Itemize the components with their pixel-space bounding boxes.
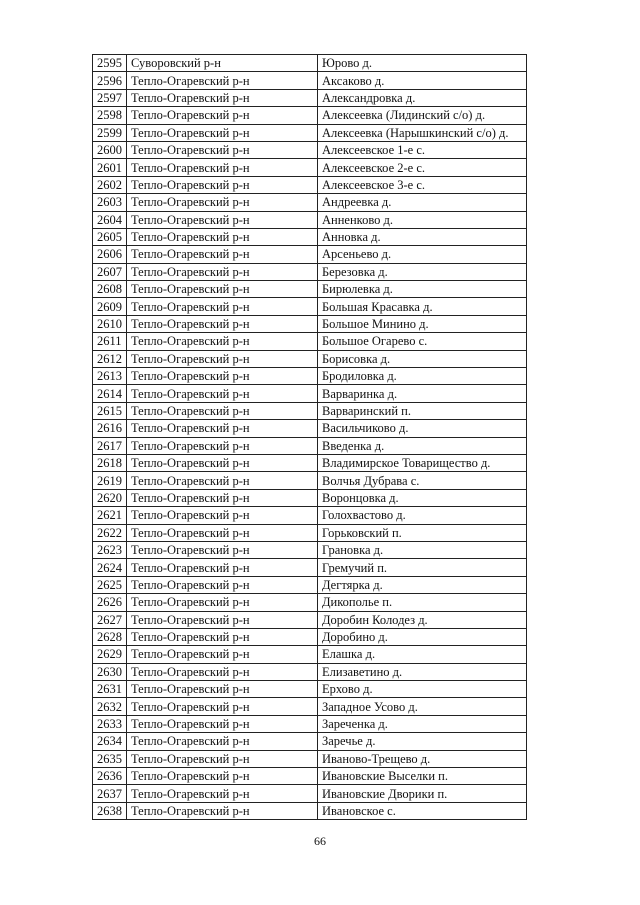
district-cell: Тепло-Огаревский р-н — [127, 437, 318, 454]
settlement-cell: Борисовка д. — [318, 350, 527, 367]
settlement-cell: Грановка д. — [318, 541, 527, 558]
row-number-cell: 2601 — [93, 159, 127, 176]
settlement-cell: Горьковский п. — [318, 524, 527, 541]
district-cell: Тепло-Огаревский р-н — [127, 576, 318, 593]
table-row — [93, 524, 527, 541]
district-cell: Тепло-Огаревский р-н — [127, 333, 318, 350]
row-number-cell: 2598 — [93, 107, 127, 124]
district-cell: Тепло-Огаревский р-н — [127, 107, 318, 124]
table-row — [93, 124, 527, 141]
district-cell: Тепло-Огаревский р-н — [127, 768, 318, 785]
row-number-cell: 2625 — [93, 576, 127, 593]
settlement-cell: Большая Красавка д. — [318, 298, 527, 315]
row-number-cell: 2611 — [93, 333, 127, 350]
settlement-cell: Воронцовка д. — [318, 489, 527, 506]
district-cell: Тепло-Огаревский р-н — [127, 785, 318, 802]
row-number-cell: 2633 — [93, 715, 127, 732]
table-row — [93, 472, 527, 489]
settlement-cell: Ивановское с. — [318, 802, 527, 819]
row-number-cell: 2596 — [93, 72, 127, 89]
row-number-cell: 2621 — [93, 507, 127, 524]
row-number-cell: 2630 — [93, 663, 127, 680]
district-cell: Тепло-Огаревский р-н — [127, 594, 318, 611]
row-number-cell: 2613 — [93, 368, 127, 385]
settlement-cell: Бродиловка д. — [318, 368, 527, 385]
settlement-cell: Алексеевское 3-е с. — [318, 176, 527, 193]
row-number-cell: 2612 — [93, 350, 127, 367]
table-row — [93, 402, 527, 419]
table-row — [93, 454, 527, 471]
table-row — [93, 298, 527, 315]
settlement-cell: Алексеевка (Лидинский с/о) д. — [318, 107, 527, 124]
district-cell: Тепло-Огаревский р-н — [127, 176, 318, 193]
district-cell: Суворовский р-н — [127, 55, 318, 72]
district-cell: Тепло-Огаревский р-н — [127, 211, 318, 228]
settlement-cell: Заречье д. — [318, 733, 527, 750]
settlement-cell: Гремучий п. — [318, 559, 527, 576]
table-row — [93, 350, 527, 367]
district-cell: Тепло-Огаревский р-н — [127, 524, 318, 541]
settlement-cell: Зареченка д. — [318, 715, 527, 732]
row-number-cell: 2595 — [93, 55, 127, 72]
district-cell: Тепло-Огаревский р-н — [127, 385, 318, 402]
row-number-cell: 2636 — [93, 768, 127, 785]
row-number-cell: 2604 — [93, 211, 127, 228]
district-cell: Тепло-Огаревский р-н — [127, 733, 318, 750]
row-number-cell: 2616 — [93, 420, 127, 437]
row-number-cell: 2597 — [93, 89, 127, 106]
table-row — [93, 541, 527, 558]
table-row — [93, 750, 527, 767]
row-number-cell: 2631 — [93, 681, 127, 698]
row-number-cell: 2622 — [93, 524, 127, 541]
table-row — [93, 228, 527, 245]
district-cell: Тепло-Огаревский р-н — [127, 350, 318, 367]
row-number-cell: 2618 — [93, 454, 127, 471]
table-row — [93, 507, 527, 524]
settlement-cell: Анненково д. — [318, 211, 527, 228]
row-number-cell: 2628 — [93, 628, 127, 645]
settlement-cell: Ивановские Дворики п. — [318, 785, 527, 802]
row-number-cell: 2619 — [93, 472, 127, 489]
district-cell: Тепло-Огаревский р-н — [127, 472, 318, 489]
row-number-cell: 2602 — [93, 176, 127, 193]
settlement-cell: Васильчиково д. — [318, 420, 527, 437]
settlement-cell: Ивановские Выселки п. — [318, 768, 527, 785]
table-body — [93, 55, 527, 820]
table-row — [93, 611, 527, 628]
district-cell: Тепло-Огаревский р-н — [127, 194, 318, 211]
settlement-cell: Доробин Колодез д. — [318, 611, 527, 628]
settlement-cell: Иваново-Трещево д. — [318, 750, 527, 767]
settlement-cell: Большое Огарево с. — [318, 333, 527, 350]
district-cell: Тепло-Огаревский р-н — [127, 715, 318, 732]
row-number-cell: 2607 — [93, 263, 127, 280]
table-row — [93, 72, 527, 89]
row-number-cell: 2609 — [93, 298, 127, 315]
district-cell: Тепло-Огаревский р-н — [127, 141, 318, 158]
table-row — [93, 281, 527, 298]
table-row — [93, 333, 527, 350]
row-number-cell: 2600 — [93, 141, 127, 158]
district-cell: Тепло-Огаревский р-н — [127, 298, 318, 315]
district-cell: Тепло-Огаревский р-н — [127, 611, 318, 628]
district-cell: Тепло-Огаревский р-н — [127, 681, 318, 698]
settlement-cell: Волчья Дубрава с. — [318, 472, 527, 489]
row-number-cell: 2620 — [93, 489, 127, 506]
settlement-cell: Юрово д. — [318, 55, 527, 72]
table-row — [93, 315, 527, 332]
row-number-cell: 2617 — [93, 437, 127, 454]
district-cell: Тепло-Огаревский р-н — [127, 802, 318, 819]
row-number-cell: 2632 — [93, 698, 127, 715]
table-row — [93, 55, 527, 72]
table-row — [93, 385, 527, 402]
settlement-cell: Большое Минино д. — [318, 315, 527, 332]
district-cell: Тепло-Огаревский р-н — [127, 124, 318, 141]
district-cell: Тепло-Огаревский р-н — [127, 420, 318, 437]
row-number-cell: 2624 — [93, 559, 127, 576]
settlement-cell: Елизаветино д. — [318, 663, 527, 680]
row-number-cell: 2614 — [93, 385, 127, 402]
district-cell: Тепло-Огаревский р-н — [127, 663, 318, 680]
table-row — [93, 176, 527, 193]
row-number-cell: 2610 — [93, 315, 127, 332]
settlement-cell: Арсеньево д. — [318, 246, 527, 263]
table-row — [93, 785, 527, 802]
table-row — [93, 681, 527, 698]
table-row — [93, 594, 527, 611]
settlement-cell: Варваринский п. — [318, 402, 527, 419]
row-number-cell: 2599 — [93, 124, 127, 141]
row-number-cell: 2627 — [93, 611, 127, 628]
district-cell: Тепло-Огаревский р-н — [127, 281, 318, 298]
district-cell: Тепло-Огаревский р-н — [127, 159, 318, 176]
table-row — [93, 768, 527, 785]
table-row — [93, 420, 527, 437]
row-number-cell: 2608 — [93, 281, 127, 298]
district-cell: Тепло-Огаревский р-н — [127, 454, 318, 471]
district-cell: Тепло-Огаревский р-н — [127, 541, 318, 558]
table-row — [93, 263, 527, 280]
district-cell: Тепло-Огаревский р-н — [127, 698, 318, 715]
row-number-cell: 2623 — [93, 541, 127, 558]
table-row — [93, 646, 527, 663]
settlement-cell: Голохвастово д. — [318, 507, 527, 524]
settlement-cell: Ерхово д. — [318, 681, 527, 698]
settlement-cell: Андреевка д. — [318, 194, 527, 211]
settlement-cell: Владимирское Товарищество д. — [318, 454, 527, 471]
row-number-cell: 2605 — [93, 228, 127, 245]
settlement-cell: Алексеевское 2-е с. — [318, 159, 527, 176]
settlement-cell: Дегтярка д. — [318, 576, 527, 593]
district-cell: Тепло-Огаревский р-н — [127, 315, 318, 332]
table-row — [93, 211, 527, 228]
district-cell: Тепло-Огаревский р-н — [127, 228, 318, 245]
district-cell: Тепло-Огаревский р-н — [127, 750, 318, 767]
table-row — [93, 194, 527, 211]
district-cell: Тепло-Огаревский р-н — [127, 72, 318, 89]
settlement-cell: Алексеевка (Нарышкинский с/о) д. — [318, 124, 527, 141]
row-number-cell: 2634 — [93, 733, 127, 750]
table-row — [93, 663, 527, 680]
district-cell: Тепло-Огаревский р-н — [127, 89, 318, 106]
table-row — [93, 141, 527, 158]
row-number-cell: 2635 — [93, 750, 127, 767]
row-number-cell: 2638 — [93, 802, 127, 819]
table-row — [93, 576, 527, 593]
table-row — [93, 628, 527, 645]
row-number-cell: 2629 — [93, 646, 127, 663]
district-cell: Тепло-Огаревский р-н — [127, 402, 318, 419]
page-number: 66 — [314, 834, 326, 848]
settlement-cell: Березовка д. — [318, 263, 527, 280]
settlement-cell: Введенка д. — [318, 437, 527, 454]
table-row — [93, 368, 527, 385]
row-number-cell: 2603 — [93, 194, 127, 211]
settlement-cell: Алексеевское 1-е с. — [318, 141, 527, 158]
table-row — [93, 489, 527, 506]
row-number-cell: 2615 — [93, 402, 127, 419]
settlement-cell: Варваринка д. — [318, 385, 527, 402]
settlement-cell: Анновка д. — [318, 228, 527, 245]
settlement-cell: Доробино д. — [318, 628, 527, 645]
table-row — [93, 89, 527, 106]
district-cell: Тепло-Огаревский р-н — [127, 368, 318, 385]
settlements-table — [92, 54, 527, 820]
settlement-cell: Дикополье п. — [318, 594, 527, 611]
district-cell: Тепло-Огаревский р-н — [127, 646, 318, 663]
district-cell: Тепло-Огаревский р-н — [127, 246, 318, 263]
table-row — [93, 246, 527, 263]
settlement-cell: Западное Усово д. — [318, 698, 527, 715]
table-row — [93, 733, 527, 750]
district-cell: Тепло-Огаревский р-н — [127, 489, 318, 506]
district-cell: Тепло-Огаревский р-н — [127, 507, 318, 524]
settlement-cell: Александровка д. — [318, 89, 527, 106]
settlement-cell: Бирюлевка д. — [318, 281, 527, 298]
district-cell: Тепло-Огаревский р-н — [127, 263, 318, 280]
table-row — [93, 437, 527, 454]
table-row — [93, 107, 527, 124]
row-number-cell: 2606 — [93, 246, 127, 263]
row-number-cell: 2637 — [93, 785, 127, 802]
table-row — [93, 559, 527, 576]
table-row — [93, 802, 527, 819]
district-cell: Тепло-Огаревский р-н — [127, 559, 318, 576]
table-row — [93, 698, 527, 715]
settlement-cell: Елашка д. — [318, 646, 527, 663]
table-row — [93, 715, 527, 732]
table-row — [93, 159, 527, 176]
district-cell: Тепло-Огаревский р-н — [127, 628, 318, 645]
settlement-cell: Аксаково д. — [318, 72, 527, 89]
row-number-cell: 2626 — [93, 594, 127, 611]
